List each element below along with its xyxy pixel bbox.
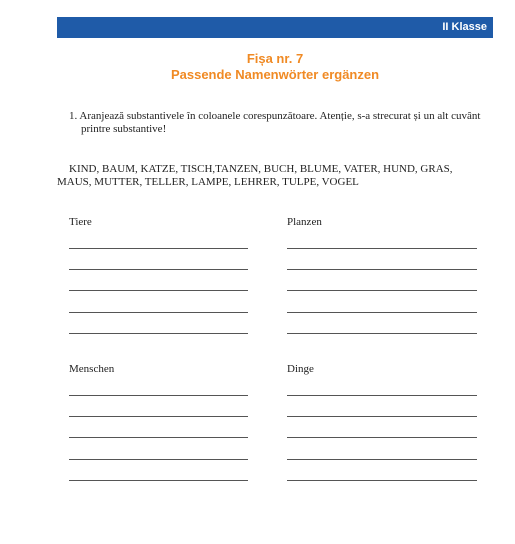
answer-line-dinge[interactable] [287, 480, 477, 481]
answer-line-menschen[interactable] [69, 480, 248, 481]
answer-line-planzen[interactable] [287, 269, 477, 270]
word-list [57, 163, 497, 189]
word-list-line-2: MAUS, MUTTER, TELLER, LAMPE, LEHRER, TULPE, VOGEL [57, 176, 359, 188]
instruction-line-2: printre substantive! [81, 123, 167, 135]
answer-line-tiere[interactable] [69, 269, 248, 270]
class-label: II Klasse [442, 21, 487, 33]
header-bar [57, 17, 493, 38]
answer-line-dinge[interactable] [287, 416, 477, 417]
answer-line-dinge[interactable] [287, 395, 477, 396]
answer-line-tiere[interactable] [69, 312, 248, 313]
column-label-menschen: Menschen [69, 363, 115, 375]
worksheet-number: Fișa nr. 7 [246, 51, 304, 66]
answer-line-planzen[interactable] [287, 290, 477, 291]
answer-line-tiere[interactable] [69, 248, 248, 249]
instruction-line-1: 1. Aranjează substantivele în coloanele corespunzătoare. Atenție, s-a strecurat și un alt cuvânt [69, 110, 481, 122]
column-label-dinge: Dinge [287, 363, 314, 375]
answer-line-menschen[interactable] [69, 459, 248, 460]
answer-line-dinge[interactable] [287, 437, 477, 438]
exercise-instruction [69, 110, 499, 136]
answer-line-menschen[interactable] [69, 395, 248, 396]
answer-line-planzen[interactable] [287, 248, 477, 249]
answer-line-tiere[interactable] [69, 290, 248, 291]
answer-line-planzen[interactable] [287, 312, 477, 313]
answer-line-menschen[interactable] [69, 416, 248, 417]
column-label-tiere: Tiere [69, 216, 92, 228]
answer-line-menschen[interactable] [69, 437, 248, 438]
answer-line-planzen[interactable] [287, 333, 477, 334]
column-label-planzen: Planzen [287, 216, 322, 228]
answer-line-dinge[interactable] [287, 459, 477, 460]
word-list-line-1: KIND, BAUM, KATZE, TISCH,TANZEN, BUCH, BLUME, VATER, HUND, GRAS, [69, 163, 453, 175]
answer-line-tiere[interactable] [69, 333, 248, 334]
worksheet-title: Passende Namenwörter ergänzen [170, 67, 380, 82]
